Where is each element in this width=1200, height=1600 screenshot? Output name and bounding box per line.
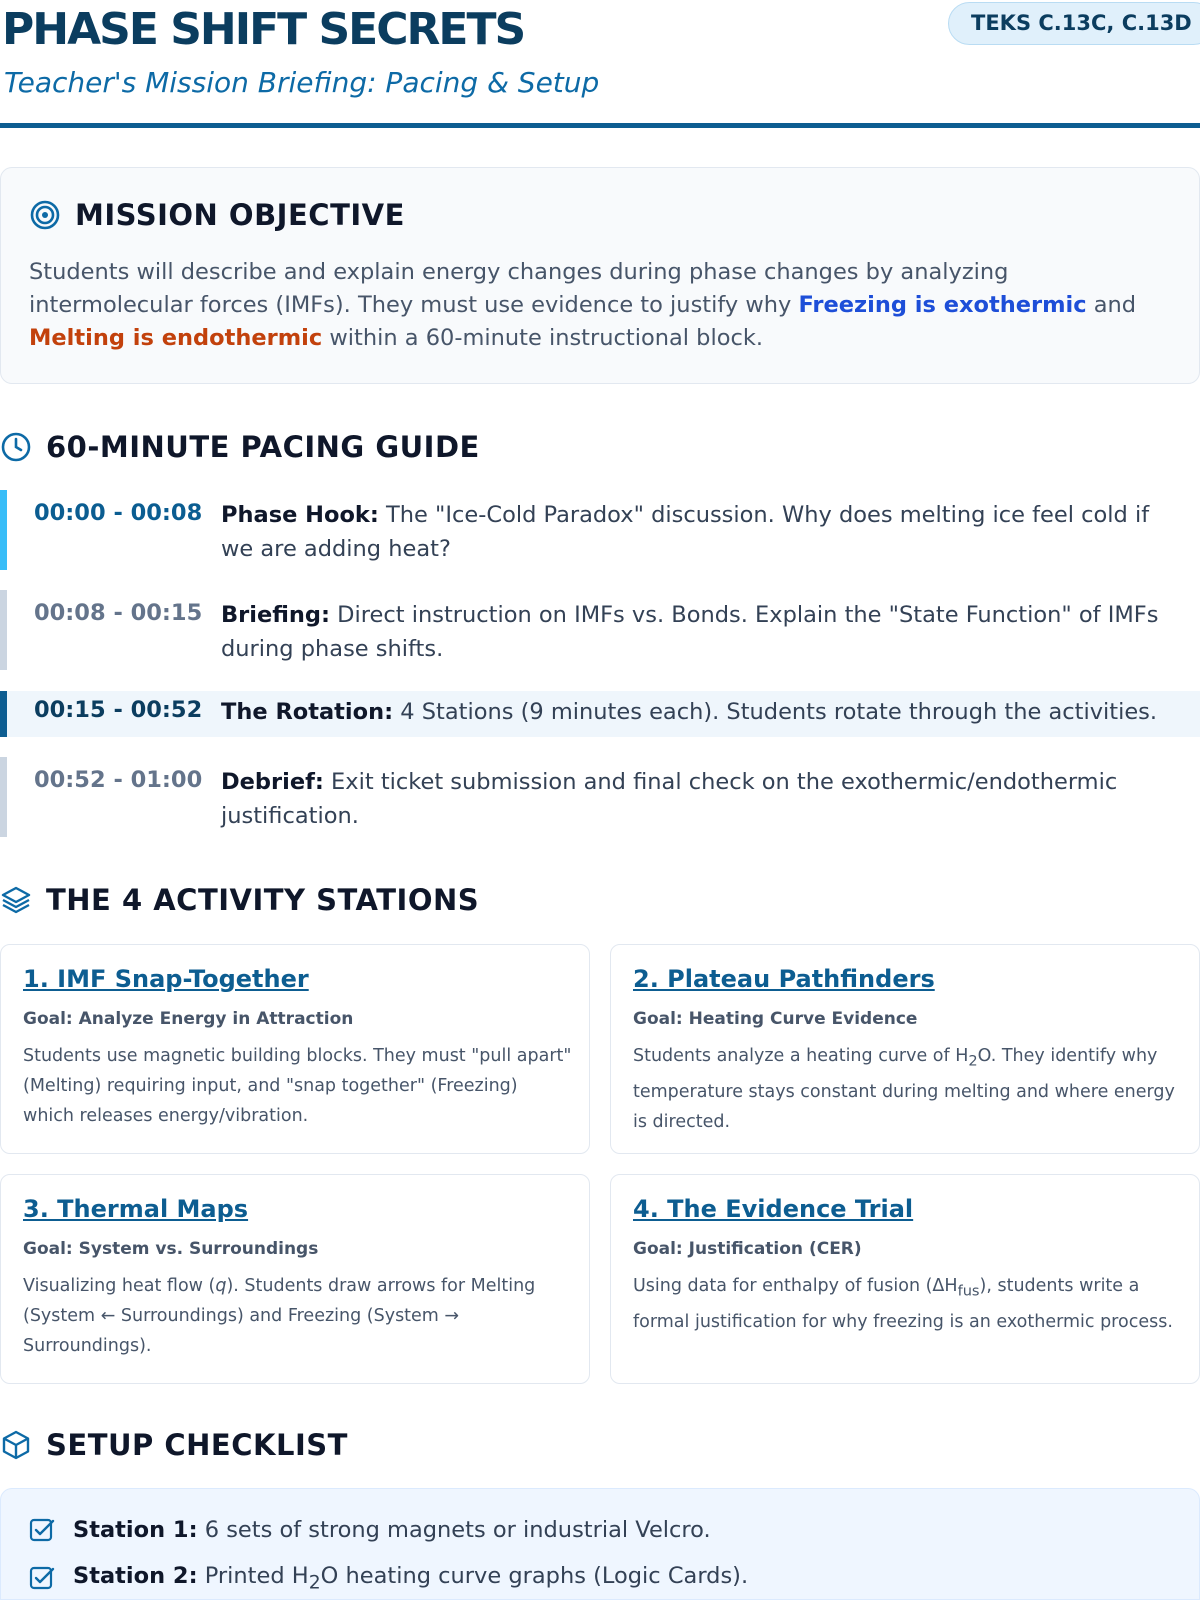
checklist-label: Station 1: — [73, 1517, 198, 1543]
pacing-description — [221, 765, 1181, 833]
teks-badge: TEKS C.13C, C.13D — [948, 2, 1200, 45]
checklist-label: Station 2: — [73, 1563, 198, 1589]
mission-objective-header — [29, 198, 405, 232]
checkbox-icon[interactable] — [29, 1517, 55, 1543]
checkbox-icon[interactable] — [29, 1565, 55, 1591]
station-desc-part: ). Students draw arrows for Melting (System ← Surroundings) and Freezing (System → Surroundings). — [23, 1276, 536, 1356]
station-goal: Goal: Analyze Energy in Attraction — [23, 1009, 354, 1029]
melting-endothermic-highlight: Melting is endothermic — [29, 325, 323, 351]
pacing-time: 00:08 - 00:15 — [34, 600, 203, 626]
station-description — [633, 1271, 1183, 1337]
pacing-row-bar — [0, 490, 7, 570]
pacing-text: Direct instruction on IMFs vs. Bonds. Explain the "State Function" of IMFs during phase shifts. — [221, 602, 1159, 662]
station-goal: Goal: Justification (CER) — [633, 1239, 862, 1259]
mission-objective-text — [29, 256, 1179, 355]
setup-checklist-header — [0, 1428, 348, 1462]
station-desc-part: O. They identify why temperature stays constant during melting and where energy is directed. — [633, 1046, 1175, 1132]
target-icon — [29, 199, 61, 231]
pacing-label: Debrief: — [221, 769, 324, 795]
objective-text-after: within a 60-minute instructional block. — [322, 325, 764, 351]
station-card — [0, 1174, 590, 1384]
pacing-time: 00:00 - 00:08 — [34, 500, 203, 526]
page-header — [0, 0, 1200, 128]
station-title-link[interactable]: 4. The Evidence Trial — [633, 1195, 914, 1223]
station-desc-part: Students analyze a heating curve of H — [633, 1046, 969, 1066]
station-desc-italic: q — [215, 1276, 227, 1296]
station-goal: Goal: System vs. Surroundings — [23, 1239, 319, 1259]
pacing-row-highlighted — [0, 691, 1200, 737]
pacing-row-bar — [0, 757, 7, 837]
page-subtitle: Teacher's Mission Briefing: Pacing & Setup — [4, 66, 600, 99]
pacing-guide-title: 60-MINUTE PACING GUIDE — [46, 430, 480, 464]
clock-icon — [0, 431, 32, 463]
pacing-text: 4 Stations (9 minutes each). Students rotate through the activities. — [393, 699, 1158, 725]
station-title-link[interactable]: 1. IMF Snap-Together — [23, 965, 309, 993]
checklist-item — [29, 1517, 711, 1543]
objective-text-and: and — [1086, 292, 1137, 318]
pacing-text: The "Ice-Cold Paradox" discussion. Why does melting ice feel cold if we are adding heat? — [221, 502, 1150, 562]
pacing-time: 00:52 - 01:00 — [34, 767, 203, 793]
pacing-time: 00:15 - 00:52 — [34, 697, 203, 723]
freezing-exothermic-highlight: Freezing is exothermic — [798, 292, 1087, 318]
checklist-detail: O heating curve graphs (Logic Cards). — [320, 1563, 749, 1589]
pacing-row — [0, 490, 1200, 570]
station-desc-part: Using data for enthalpy of fusion (ΔH — [633, 1276, 958, 1296]
layers-icon — [0, 884, 32, 916]
box-icon — [0, 1429, 32, 1461]
station-desc-part: ), students write a formal justification for why freezing is an exothermic process. — [633, 1276, 1173, 1332]
station-card — [610, 944, 1200, 1154]
mission-objective-card — [0, 167, 1200, 384]
pacing-description — [221, 498, 1181, 566]
pacing-row-bar — [0, 590, 7, 670]
checklist-item — [29, 1563, 748, 1594]
objective-text-before: Students will describe and explain energy changes during phase changes by analyzing intermolecular forces (IMFs). They must use evidence to justify why — [29, 259, 1009, 318]
pacing-row-bar — [0, 691, 7, 737]
station-description — [633, 1041, 1183, 1137]
activity-stations-title: THE 4 ACTIVITY STATIONS — [46, 883, 480, 917]
station-desc-subscript: fus — [957, 1282, 980, 1300]
pacing-label: Phase Hook: — [221, 502, 379, 528]
page-title: PHASE SHIFT SECRETS — [2, 4, 525, 55]
station-title-link[interactable]: 3. Thermal Maps — [23, 1195, 249, 1223]
station-desc-part: Visualizing heat flow ( — [23, 1276, 216, 1296]
checklist-subscript: 2 — [308, 1572, 321, 1594]
station-description — [23, 1271, 573, 1361]
pacing-row — [0, 590, 1200, 670]
station-desc-subscript: 2 — [968, 1052, 978, 1070]
pacing-guide-header — [0, 430, 480, 464]
pacing-description — [221, 598, 1181, 666]
checklist-text — [73, 1517, 711, 1543]
pacing-row — [0, 757, 1200, 837]
activity-stations-header — [0, 883, 479, 917]
station-description: Students use magnetic building blocks. They must "pull apart" (Melting) requiring input, and "snap together" (Freezing) which releases energy/vibration. — [23, 1046, 572, 1126]
mission-objective-title: MISSION OBJECTIVE — [75, 198, 405, 232]
pacing-label: Briefing: — [221, 602, 331, 628]
checklist-detail: 6 sets of strong magnets or industrial Velcro. — [197, 1517, 711, 1543]
station-card — [610, 1174, 1200, 1384]
station-goal: Goal: Heating Curve Evidence — [633, 1009, 918, 1029]
pacing-label: The Rotation: — [221, 699, 394, 725]
station-title-link[interactable]: 2. Plateau Pathfinders — [633, 965, 935, 993]
station-card — [0, 944, 590, 1154]
checklist-text — [73, 1563, 748, 1594]
setup-checklist-title: SETUP CHECKLIST — [46, 1428, 348, 1462]
setup-checklist-card — [0, 1488, 1200, 1600]
pacing-text: Exit ticket submission and final check on the exothermic/endothermic justification. — [221, 769, 1118, 829]
checklist-detail: Printed H — [197, 1563, 309, 1589]
pacing-description — [221, 695, 1181, 729]
